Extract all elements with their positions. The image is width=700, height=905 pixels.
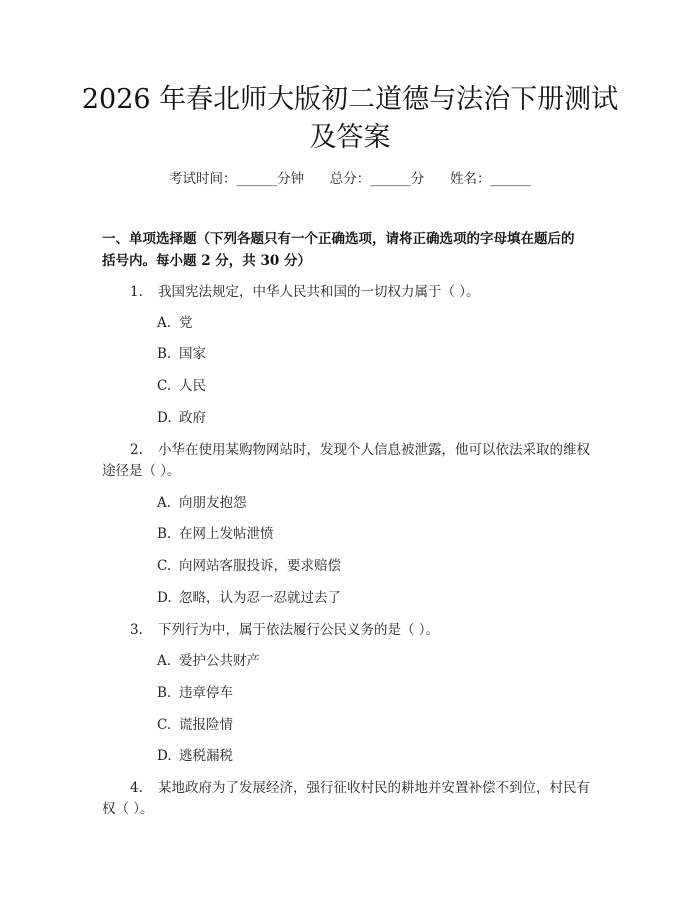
question-2	[130, 440, 590, 460]
option-letter: B.	[157, 526, 172, 542]
q3-option-a	[157, 651, 260, 671]
question-number: 3.	[130, 622, 143, 638]
q3-option-b	[157, 683, 233, 703]
question-text: 下列行为中，属于依法履行公民义务的是（ ）。	[158, 622, 440, 638]
q3-option-c	[157, 715, 233, 735]
document-title-line-1: 2026 年春北师大版初二道德与法治下册测试	[81, 84, 619, 115]
option-text: 在网上发帖泄愤	[179, 526, 274, 542]
q2-option-b	[157, 524, 274, 544]
question-text: 我国宪法规定，中华人民共和国的一切权力属于（ ）。	[158, 284, 480, 300]
question-1	[130, 282, 480, 302]
option-letter: B.	[157, 685, 172, 701]
option-letter: C.	[157, 717, 172, 733]
section-heading-line-1: 一、单项选择题（下列各题只有一个正确选项，请将正确选项的字母填在题后的	[102, 231, 575, 247]
question-3	[130, 620, 439, 640]
question-4-continuation: 权（ ）。	[102, 801, 154, 817]
exam-meta-line: 考试时间：______分钟 总分：______分 姓名：______	[169, 171, 531, 187]
question-text: 小华在使用某购物网站时，发现个人信息被泄露，他可以依法采取的维权	[158, 442, 590, 458]
option-letter: D.	[157, 410, 172, 426]
option-text: 谎报险情	[179, 717, 233, 733]
q1-option-c	[157, 376, 206, 396]
question-number: 4.	[130, 780, 143, 796]
question-text: 某地政府为了发展经济，强行征收村民的耕地并安置补偿不到位，村民有	[158, 780, 590, 796]
option-letter: D.	[157, 748, 172, 764]
option-text: 国家	[179, 346, 206, 362]
option-text: 向朋友抱怨	[179, 495, 247, 511]
q2-option-d	[157, 588, 341, 608]
option-letter: D.	[157, 590, 172, 606]
option-text: 政府	[179, 410, 206, 426]
question-number: 2.	[130, 442, 143, 458]
option-text: 爱护公共财产	[179, 653, 260, 669]
option-letter: B.	[157, 346, 172, 362]
option-text: 人民	[179, 378, 206, 394]
option-letter: A.	[157, 653, 172, 669]
option-letter: A.	[157, 495, 172, 511]
q2-option-a	[157, 493, 247, 513]
question-number: 1.	[130, 284, 143, 300]
option-letter: C.	[157, 378, 172, 394]
question-4	[130, 778, 590, 798]
section-heading-line-2: 括号内。每小题 2 分，共 30 分）	[102, 253, 311, 269]
option-text: 违章停车	[179, 685, 233, 701]
option-text: 逃税漏税	[179, 748, 233, 764]
q3-option-d	[157, 746, 233, 766]
q2-option-c	[157, 556, 341, 576]
option-text: 向网站客服投诉，要求赔偿	[179, 558, 341, 574]
q1-option-a	[157, 313, 193, 333]
q1-option-d	[157, 408, 206, 428]
option-letter: A.	[157, 315, 172, 331]
option-letter: C.	[157, 558, 172, 574]
q1-option-b	[157, 344, 206, 364]
question-2-continuation: 途径是（ ）。	[102, 463, 181, 479]
option-text: 忽略，认为忍一忍就过去了	[179, 590, 341, 606]
option-text: 党	[179, 315, 193, 331]
document-title-line-2: 及答案	[309, 122, 391, 153]
